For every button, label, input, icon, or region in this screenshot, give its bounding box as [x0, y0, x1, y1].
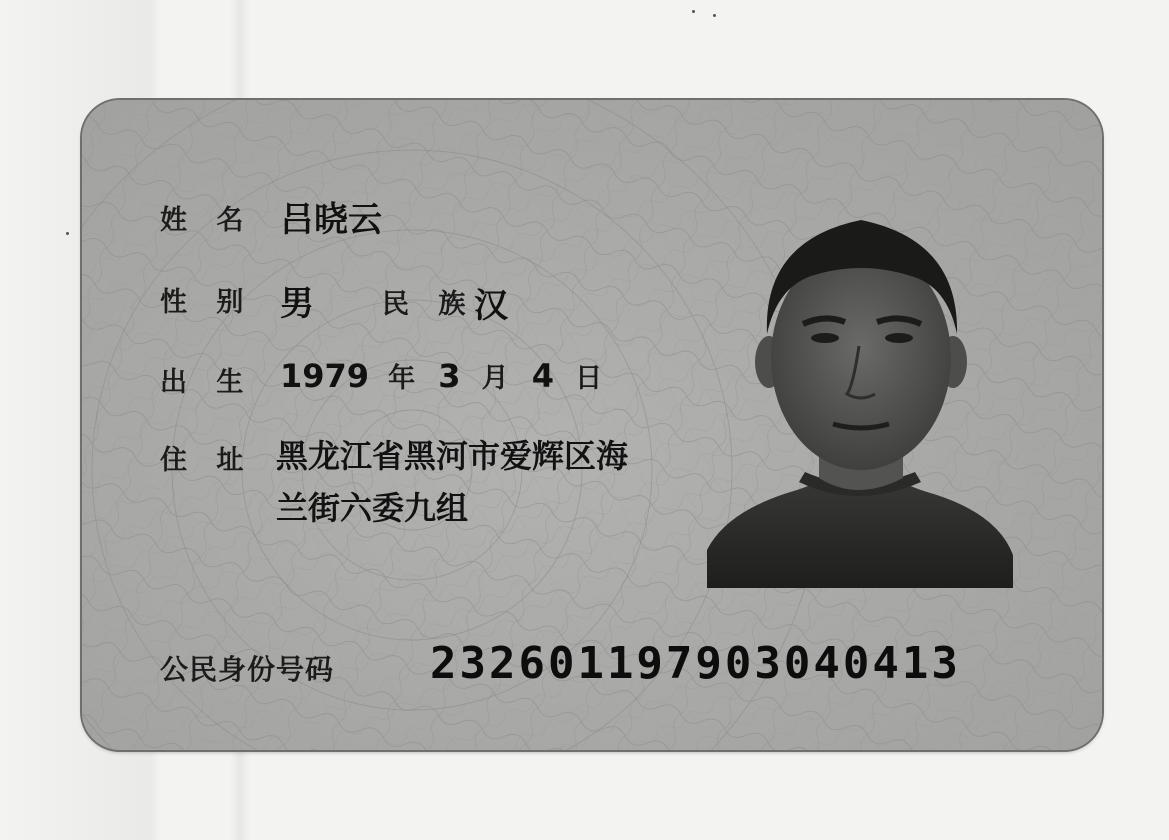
ethnicity-label: 民 族: [382, 289, 476, 320]
name-value-wrap: [280, 192, 382, 241]
month-unit: 月: [481, 363, 509, 394]
ethnicity-value-wrap: [474, 278, 508, 327]
id-card: [82, 100, 1102, 750]
birth-row: [160, 360, 253, 399]
address-line-1: 黑龙江省黑河市爱辉区海: [276, 437, 629, 475]
sex-value: 男: [280, 284, 314, 324]
id-number-value: 232601197903040413: [430, 638, 961, 689]
day-unit: 日: [575, 363, 603, 394]
portrait-photo: [707, 210, 1013, 588]
birth-label: 出 生: [160, 367, 254, 398]
id-number-value-wrap: [430, 638, 961, 689]
ethnicity-value: 汉: [474, 286, 508, 326]
name-label: 姓 名: [160, 205, 254, 236]
address-line-2: 兰街六委九组: [276, 489, 469, 527]
birth-year: 1979: [280, 357, 370, 395]
sex-value-wrap: [280, 276, 314, 325]
address-row: [160, 438, 253, 477]
sex-row: [160, 280, 253, 319]
id-number-label: 公民身份号码: [160, 653, 335, 686]
address-label: 住 址: [160, 445, 254, 476]
name-row: [160, 198, 253, 237]
id-number-row: [160, 648, 334, 688]
name-value: 吕晓云: [280, 200, 382, 240]
scan-speck: [713, 14, 716, 17]
birth-day: 4: [531, 357, 554, 395]
scan-speck: [66, 232, 69, 235]
sex-label: 性 别: [160, 287, 254, 318]
birth-date: [280, 356, 602, 395]
address-value: [276, 430, 628, 534]
ethnicity-label-wrap: [382, 282, 475, 321]
year-unit: 年: [388, 363, 416, 394]
birth-month: 3: [438, 357, 461, 395]
scan-speck: [692, 10, 695, 13]
